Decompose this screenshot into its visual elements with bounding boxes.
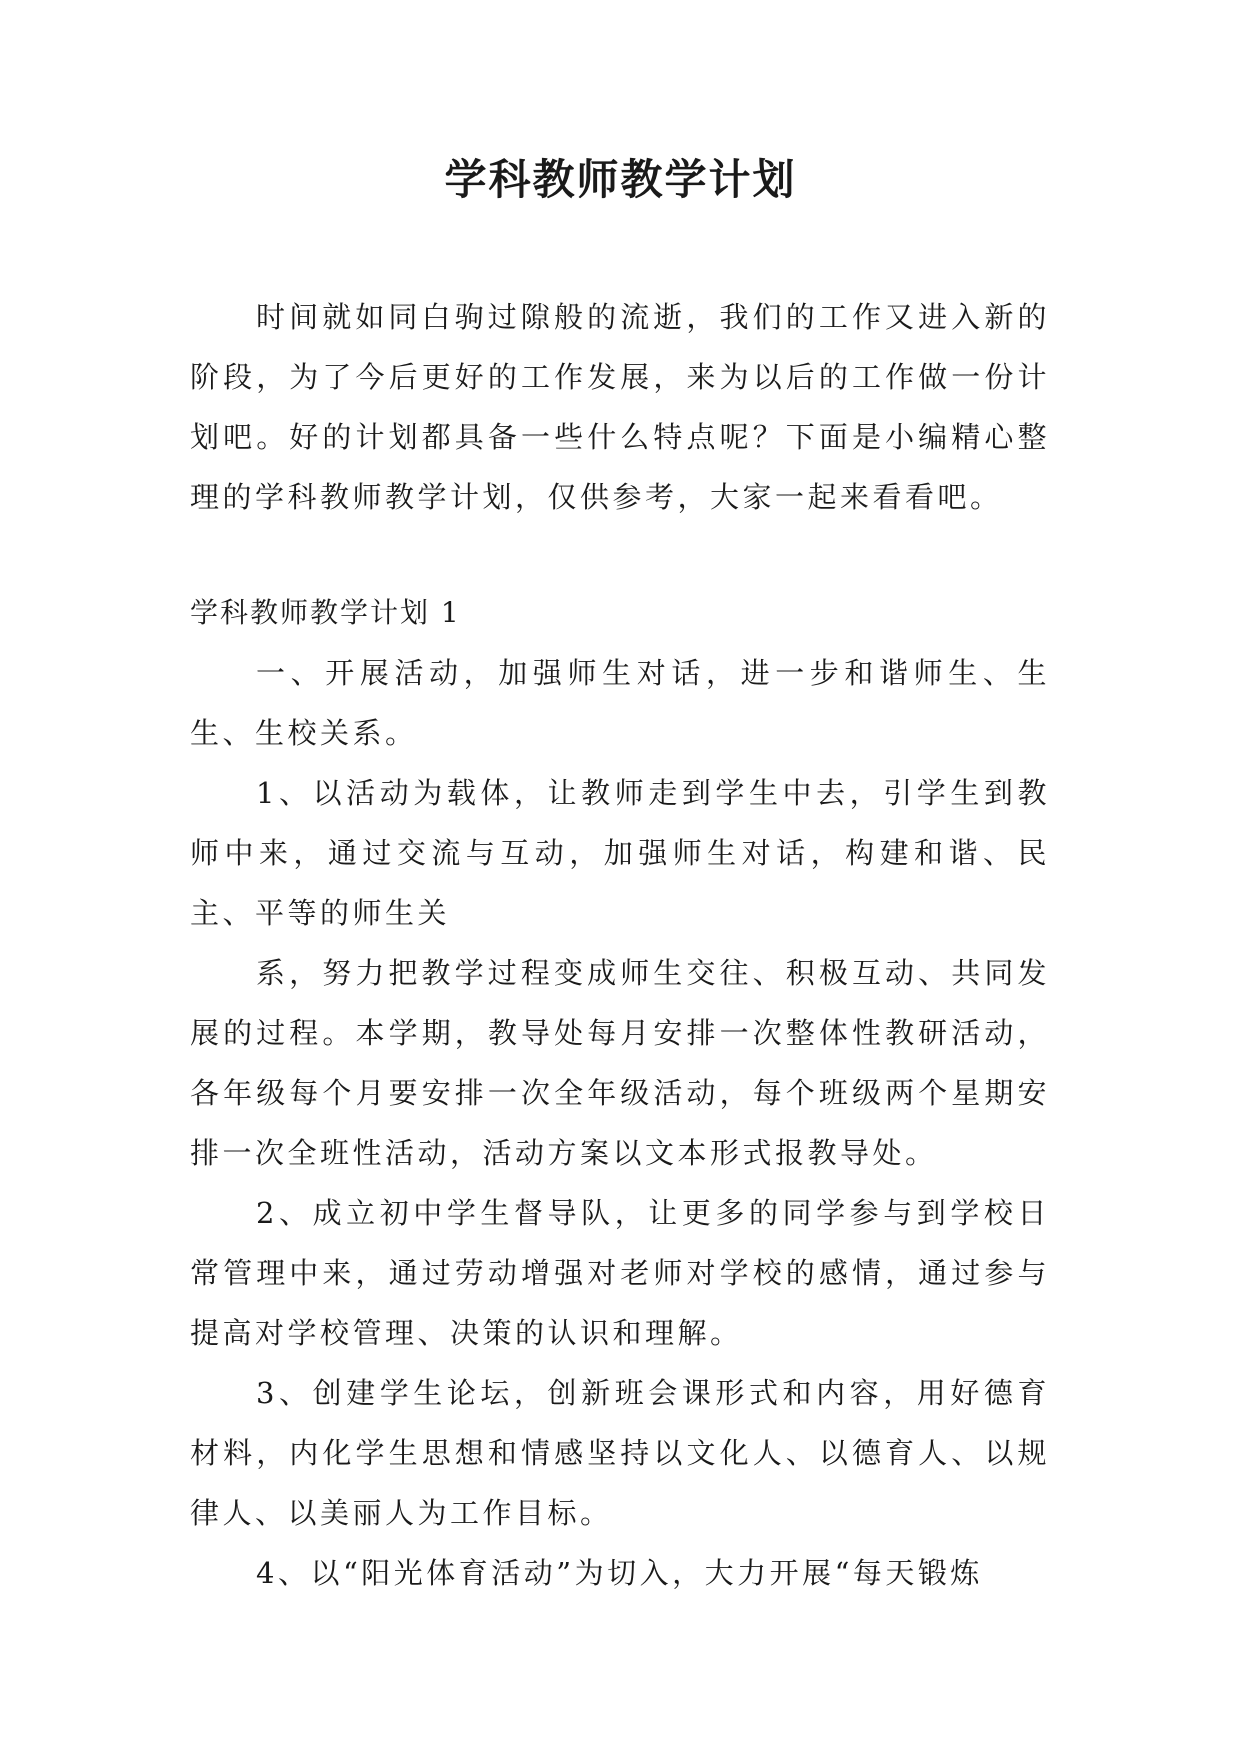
body-paragraph: 3、创建学生论坛，创新班会课形式和内容，用好德育材料，内化学生思想和情感坚持以文化人、以德育人、以规律人、以美丽人为工作目标。	[190, 1376, 1050, 1530]
document-title: 学科教师教学计划	[444, 155, 797, 204]
document-body	[190, 287, 1050, 1603]
intro-paragraph: 时间就如同白驹过隙般的流逝，我们的工作又进入新的阶段，为了今后更好的工作发展，来为以后的工作做一份计划吧。好的计划都具备一些什么特点呢？下面是小编精心整理的学科教师教学计划，仅供参考，大家一起来看看吧。	[190, 300, 1050, 514]
body-paragraph: 系，努力把教学过程变成师生交往、积极互动、共同发展的过程。本学期，教导处每月安排一次整体性教研活动，各年级每个月要安排一次全年级活动，每个班级两个星期安排一次全班性活动，活动方案以文本形式报教导处。	[190, 956, 1050, 1170]
spacer	[190, 527, 1050, 583]
body-paragraph: 2、成立初中学生督导队，让更多的同学参与到学校日常管理中来，通过劳动增强对老师对学校的感情，通过参与提高对学校管理、决策的认识和理解。	[190, 1196, 1050, 1350]
body-paragraph: 4、以“阳光体育活动”为切入，大力开展“每天锻炼	[256, 1556, 983, 1590]
section-heading: 学科教师教学计划 1	[190, 596, 461, 629]
body-paragraph: 一、开展活动，加强师生对话，进一步和谐师生、生生、生校关系。	[190, 656, 1050, 750]
body-paragraph: 1、以活动为载体，让教师走到学生中去，引学生到教师中来，通过交流与互动，加强师生对话，构建和谐、民主、平等的师生关	[190, 776, 1050, 930]
